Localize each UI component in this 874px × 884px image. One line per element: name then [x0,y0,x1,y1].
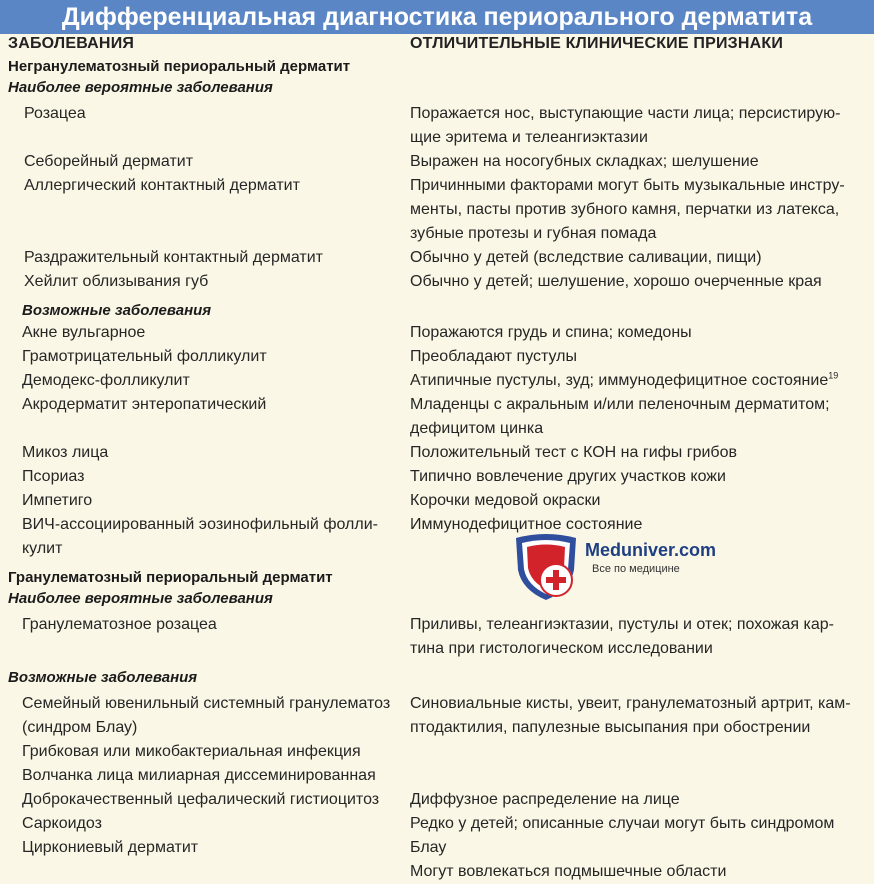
sign-cell: Приливы, телеангиэктазии, пустулы и отек; похожая кар- [410,616,834,633]
sign-cell: Преобладают пустулы [410,348,578,365]
disease-cell: Семейный ювенильный системный гранулематоз [22,695,391,712]
disease-cell: Саркоидоз [22,815,102,832]
shield-cross-icon [512,532,580,602]
sign-cell: щие эритема и телеангиэктазии [410,129,648,146]
disease-cell: Себорейный дерматит [24,153,194,170]
sign-cell: Редко у детей; описанные случаи могут быть синдромом [410,815,835,832]
subheading-possible: Возможные заболевания [22,302,212,319]
sign-cell: тина при гистологическом исследовании [410,640,713,657]
disease-cell: Псориаз [22,468,85,485]
sign-cell: Младенцы с акральным и/или пеленочным дерматитом; [410,396,830,413]
column-header-signs: ОТЛИЧИТЕЛЬНЫЕ КЛИНИЧЕСКИЕ ПРИЗНАКИ [410,35,784,52]
subheading-most-likely: Наиболее вероятные заболевания [8,79,273,96]
sign-cell: Выражен на носогубных складках; шелушение [410,153,759,170]
sign-cell: дефицитом цинка [410,420,544,437]
sign-cell: Могут вовлекаться подмышечные области [410,863,727,880]
disease-cell: Доброкачественный цефалический гистиоцитоз [22,791,380,808]
sign-cell: Причинными факторами могут быть музыкальные инстру- [410,177,845,194]
disease-cell: Акне вульгарное [22,324,146,341]
disease-cell: (синдром Блау) [22,719,138,736]
disease-cell: ВИЧ-ассоциированный эозинофильный фолли- [22,516,378,533]
sign-cell: Синовиальные кисты, увеит, гранулематозный артрит, кам- [410,695,851,712]
disease-cell: Волчанка лица милиарная диссеминированная [22,767,376,784]
disease-cell: Раздражительный контактный дерматит [24,249,323,266]
watermark-tagline: Все по медицине [592,563,680,575]
sign-cell: Поражаются грудь и спина; комедоны [410,324,692,341]
group-heading-granulomatous: Гранулематозный периоральный дерматит [8,569,333,586]
column-header-diseases: ЗАБОЛЕВАНИЯ [8,35,135,52]
disease-cell: Импетиго [22,492,93,509]
sign-cell: Блау [410,839,447,856]
disease-cell: Аллергический контактный дерматит [24,177,300,194]
disease-cell: Циркониевый дерматит [22,839,199,856]
sign-cell: птодактилия, папулезные высыпания при обострении [410,719,811,736]
sign-cell: Положительный тест с КОН на гифы грибов [410,444,737,461]
disease-cell: кулит [22,540,63,557]
sign-cell: менты, пасты против зубного камня, перчатки из латекса, [410,201,840,218]
sign-cell: Типично вовлечение других участков кожи [410,468,726,485]
sign-cell: Поражается нос, выступающие части лица; персистирую- [410,105,841,122]
disease-cell: Грамотрицательный фолликулит [22,348,267,365]
disease-cell: Розацеа [24,105,86,122]
watermark-logo [512,532,732,602]
disease-cell: Грибковая или микобактериальная инфекция [22,743,361,760]
disease-cell: Акродерматит энтеропатический [22,396,267,413]
watermark-name: Meduniver.com [585,540,717,560]
sign-cell: Обычно у детей; шелушение, хорошо очерченные края [410,273,822,290]
sign-cell: Диффузное распределение на лице [410,791,680,808]
disease-cell: Гранулематозное розацеа [22,616,217,633]
sign-cell: Обычно у детей (вследствие саливации, пищи) [410,249,762,266]
sign-cell: Иммунодефицитное состояние [410,516,643,533]
sign-cell: Атипичные пустулы, зуд; иммунодефицитное состояние$^{19}$ [410,370,839,389]
reference-superscript: 19 [828,370,839,381]
sign-cell: Корочки медовой окраски [410,492,601,509]
sign-cell: зубные протезы и губная помада [410,225,657,242]
disease-cell: Демодекс-фолликулит [22,372,190,389]
subheading-most-likely: Наиболее вероятные заболевания [8,590,273,607]
disease-cell: Микоз лица [22,444,109,461]
disease-cell: Хейлит облизывания губ [24,273,209,290]
group-heading-nongranulomatous: Негранулематозный периоральный дерматит [8,58,351,75]
subheading-possible: Возможные заболевания [8,669,198,686]
page-title: Дифференциальная диагностика периорального дерматита [0,0,874,34]
